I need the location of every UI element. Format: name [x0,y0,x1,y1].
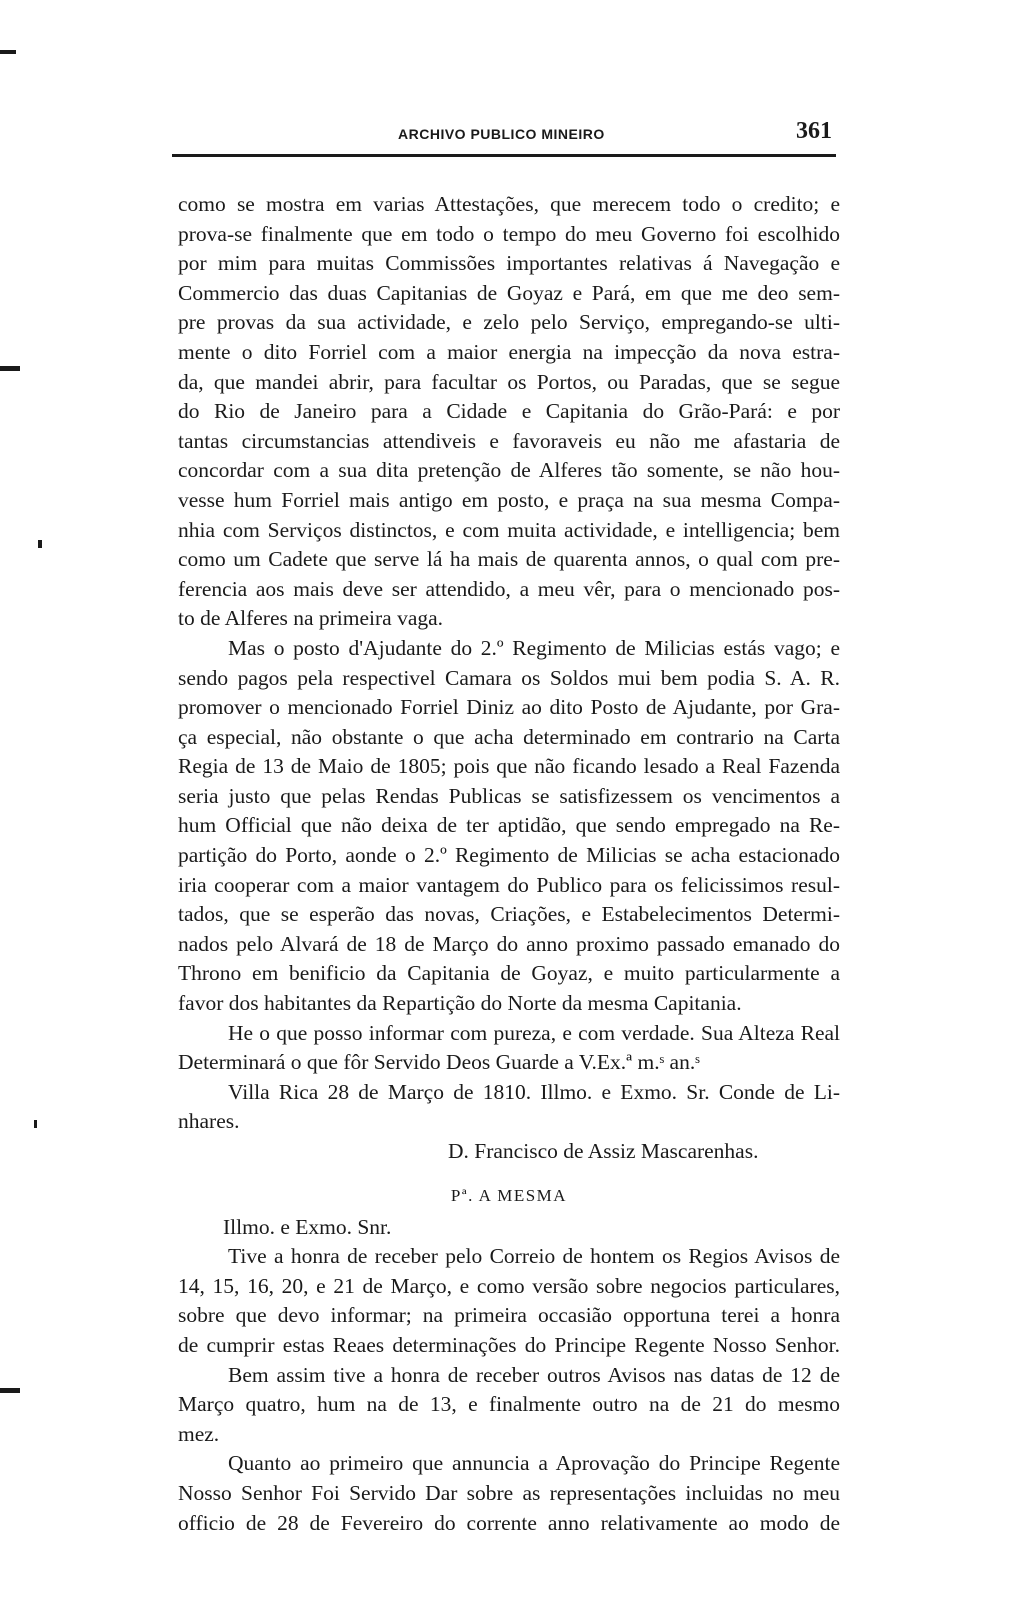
signature: D. Francisco de Assiz Mascarenhas. [448,1139,759,1163]
margin-mark [0,50,16,54]
text-line: como um Cadete que serve lá ha mais de quarenta annos, o qual com pre- [178,547,840,572]
paragraph [178,1361,840,1450]
text-line: sendo pagos pela respectivel Camara os Soldos mui bem podia S. A. R. [178,665,840,690]
margin-mark [38,540,42,548]
text-line: tantas circumstancias attendiveis e favoraveis eu não me afastaria de [178,428,840,453]
running-title: ARCHIVO PUBLICO MINEIRO [398,126,605,142]
text-line: ça especial, não obstante o que acha determinado em contrario na Carta [178,724,840,749]
salutation: Illmo. e Exmo. Snr. [223,1214,392,1239]
text-line: ferencia aos mais deve ser attendido, a meu vêr, para o mencionado pos- [178,576,840,601]
text-line: hum Official que não deixa de ter aptidão, que sendo empregado na Re- [178,813,840,838]
text-line: Março quatro, hum na de 13, e finalmente outro na de 21 do mesmo [178,1392,840,1417]
text-line: favor dos habitantes da Repartição do Norte da mesma Capitania. [178,991,742,1016]
text-line: do Rio de Janeiro para a Cidade e Capitania do Grão-Pará: e por [178,399,840,424]
text-line: mente o dito Forriel com a maior energia na impecção da nova estra- [178,339,840,364]
text-line: Quanto ao primeiro que annuncia a Aprovação do Principe Regente [228,1451,840,1476]
text-line: Commercio das duas Capitanias de Goyaz e Pará, em que me deo sem- [178,280,840,305]
margin-mark [34,1120,37,1128]
header-rule [172,154,836,157]
text-line: por mim para muitas Commissões importantes relativas á Navegação e [178,251,840,276]
text-line: de cumprir estas Reaes determinações do Principe Regente Nosso Senhor. [178,1332,840,1357]
text-line: He o que posso informar com pureza, e com verdade. Sua Alteza Real [228,1020,840,1045]
text-line: como se mostra em varias Attestações, que merecem todo o credito; e [178,192,840,216]
text-line: Mas o posto d'Ajudante do 2.º Regimento de Milicias estás vago; e [228,635,840,660]
text-line: promover o mencionado Forriel Diniz ao dito Posto de Ajudante, por Gra- [178,695,840,720]
text-line: pre provas da sua actividade, e zelo pelo Serviço, empregando-se ulti- [178,310,840,335]
margin-mark [0,366,20,371]
paragraph [178,190,840,634]
text-line: seria justo que pelas Rendas Publicas se satisfizessem os vencimentos a [178,783,840,808]
paragraph [178,1019,840,1078]
text-line: Bem assim tive a honra de receber outros Avisos nas datas de 12 de [228,1362,840,1387]
text-line: da, que mandei abrir, para facultar os Portos, ou Paradas, que se segue [178,369,840,394]
text-line: sobre que devo informar; na primeira occasião opportuna terei a honra [178,1303,840,1328]
text-line: Regia de 13 de Maio de 1805; pois que não ficando lesado a Real Fazenda [178,754,840,779]
text-line: nhares. [178,1109,240,1134]
paragraph [178,1449,840,1538]
text-line: nados pelo Alvará de 18 de Março do anno proximo passado emanado do [178,931,840,956]
text-line: Throno em benificio da Capitania de Goyaz, e muito particularmente a [178,961,840,986]
text-line: iria cooperar com a maior vantagem do Publico para os felicissimos resul- [178,872,840,897]
text-line: nhia com Serviços distinctos, e com muita actividade, e intelligencia; bem [178,517,840,542]
text-line: mez. [178,1421,220,1446]
paragraph [178,1078,840,1137]
text-line: Determinará o que fôr Servido Deos Guarde a V.Ex.ª m.ˢ an.ˢ [178,1050,700,1075]
paragraph [178,1242,840,1360]
section-title: Pª. A MESMA [450,1185,568,1205]
text-line: vesse hum Forriel mais antigo em posto, e praça na sua mesma Compa- [178,487,840,512]
text-line: tados, que se esperão das novas, Criações, e Estabelecimentos Determi- [178,902,840,927]
text-line: Tive a honra de receber pelo Correio de hontem os Regios Avisos de [228,1244,840,1269]
page-number: 361 [796,118,832,144]
text-line: officio de 28 de Fevereiro do corrente anno relativamente ao modo de [178,1510,840,1535]
text-line: partição do Porto, aonde o 2.º Regimento de Milicias se acha estacionado [178,843,840,868]
margin-mark [0,1388,20,1393]
text-line: Villa Rica 28 de Março de 1810. Illmo. e Exmo. Sr. Conde de Li- [228,1079,840,1104]
text-line: 14, 15, 16, 20, e 21 de Março, e como versão sobre negocios particulares, [178,1273,840,1298]
paragraph [178,634,840,1019]
text-line: to de Alferes na primeira vaga. [178,606,444,631]
text-line: prova-se finalmente que em todo o tempo do meu Governo foi escolhido [178,221,840,246]
body-text [178,190,840,1538]
text-line: Nosso Senhor Foi Servido Dar sobre as representações incluidas no meu [178,1480,840,1505]
text-line: concordar com a sua dita pretenção de Alferes tão somente, se não hou- [178,458,840,483]
page-header [178,118,838,148]
